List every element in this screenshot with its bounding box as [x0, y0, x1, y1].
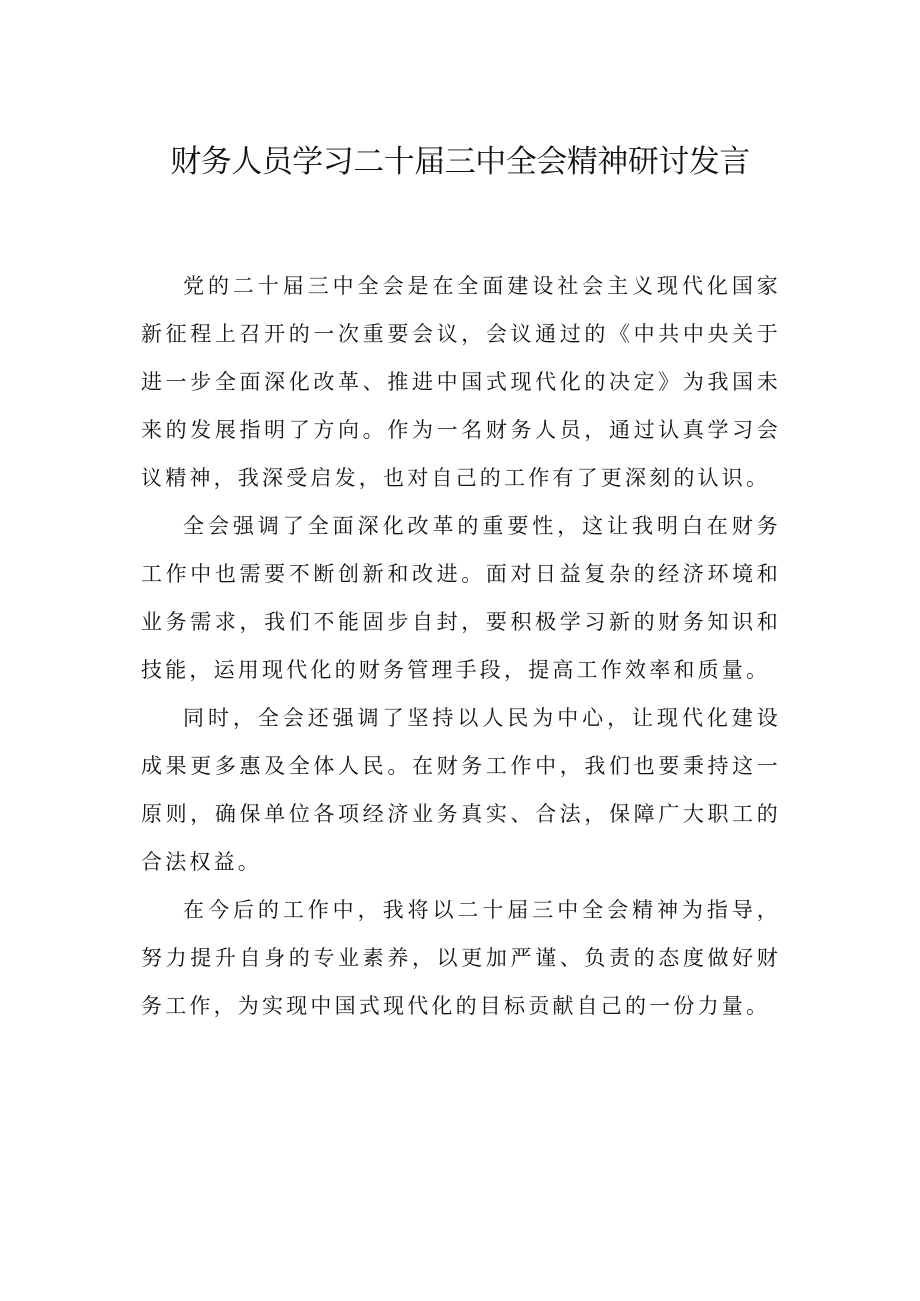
document-body: [141, 262, 781, 1030]
paragraph-2: 全会强调了全面深化改革的重要性，这让我明白在财务工作中也需要不断创新和改进。面对日益复杂的经济环境和业务需求，我们不能固步自封，要积极学习新的财务知识和技能，运用现代化的财务管理手段，提高工作效率和质量。: [141, 514, 781, 682]
paragraph-1: 党的二十届三中全会是在全面建设社会主义现代化国家新征程上召开的一次重要会议，会议通过的《中共中央关于进一步全面深化改革、推进中国式现代化的决定》为我国未来的发展指明了方向。作为一名财务人员，通过认真学习会议精神，我深受启发，也对自己的工作有了更深刻的认识。: [141, 274, 781, 490]
paragraph-3: 同时，全会还强调了坚持以人民为中心，让现代化建设成果更多惠及全体人民。在财务工作中，我们也要秉持这一原则，确保单位各项经济业务真实、合法，保障广大职工的合法权益。: [141, 706, 781, 874]
paragraph-4: 在今后的工作中，我将以二十届三中全会精神为指导，努力提升自身的专业素养，以更加严谨、负责的态度做好财务工作，为实现中国式现代化的目标贡献自己的一份力量。: [141, 898, 781, 1018]
document-title: 财务人员学习二十届三中全会精神研讨发言: [170, 144, 750, 180]
